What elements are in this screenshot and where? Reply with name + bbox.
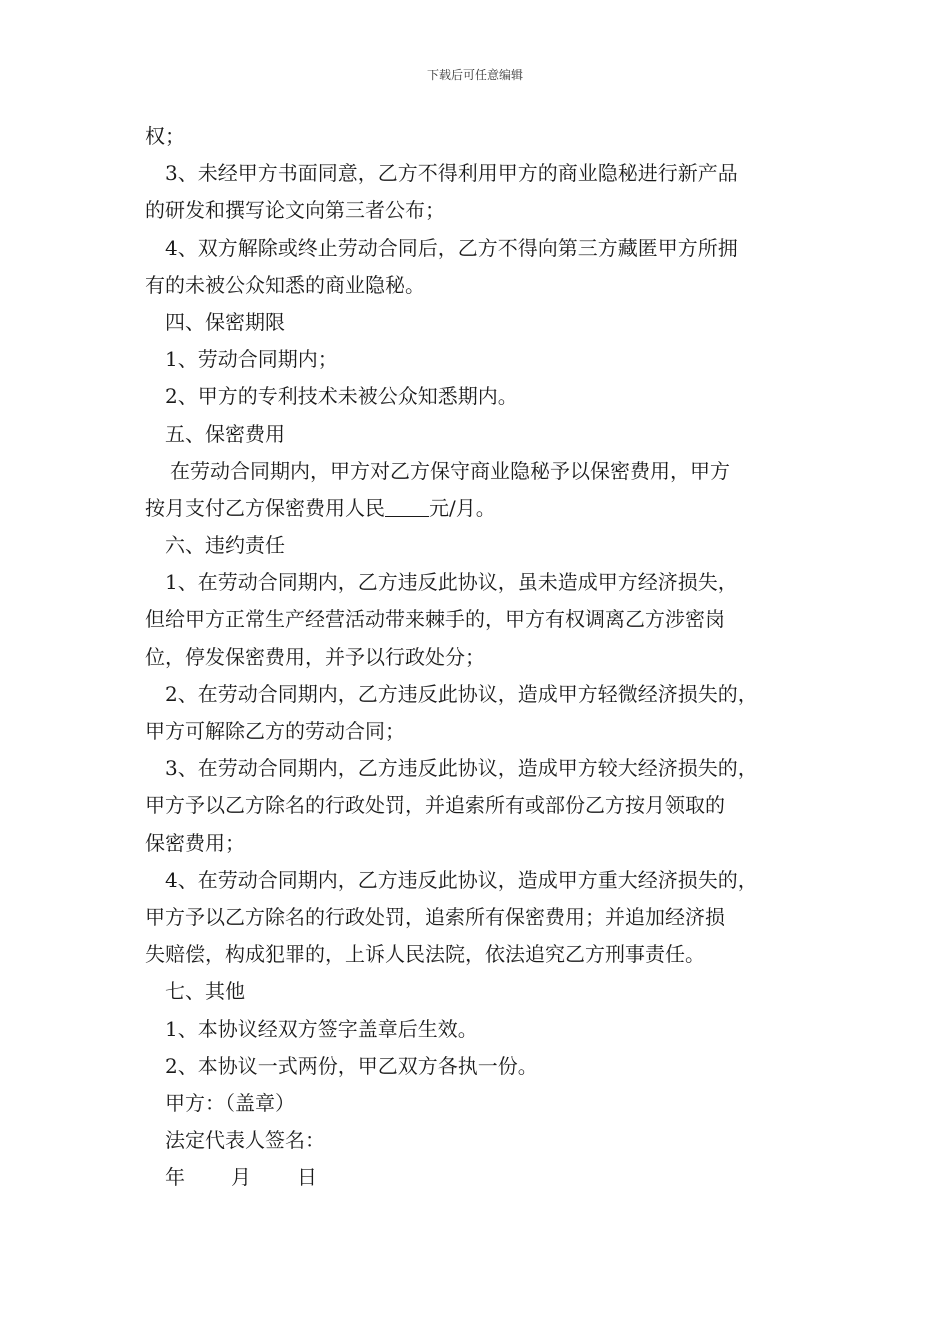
clause-1: 1、本协议经双方签字盖章后生效。 xyxy=(165,1016,478,1041)
paragraph-line: 权； xyxy=(145,124,185,148)
paragraph-line-with-blank xyxy=(145,490,825,527)
paragraph-line: 但给甲方正常生产经营活动带来棘手的，甲方有权调离乙方涉密岗 xyxy=(145,607,725,632)
paragraph-line: 在劳动合同期内，甲方对乙方保守商业隐秘予以保密费用，甲方 xyxy=(170,458,730,483)
section-heading-other: 七、其他 xyxy=(165,979,245,1004)
clause-3: 3、在劳动合同期内，乙方违反此协议，造成甲方较大经济损失的， xyxy=(165,756,758,781)
document-body xyxy=(145,118,825,1196)
clause-2: 2、在劳动合同期内，乙方违反此协议，造成甲方轻微经济损失的， xyxy=(165,681,758,706)
legal-representative-signature-line: 法定代表人签名： xyxy=(165,1128,325,1153)
clause-2: 2、甲方的专利技术未被公众知悉期内。 xyxy=(165,384,518,409)
clause-4: 4、在劳动合同期内，乙方违反此协议，造成甲方重大经济损失的， xyxy=(165,867,758,892)
date-month-label: 月 xyxy=(231,1165,251,1190)
date-year-label: 年 xyxy=(165,1165,185,1190)
paragraph-line: 甲方予以乙方除名的行政处罚，追索所有保密费用；并追加经济损 xyxy=(145,904,725,929)
paragraph-line: 甲方可解除乙方的劳动合同； xyxy=(145,719,405,743)
section-heading-confidentiality-fee: 五、保密费用 xyxy=(165,421,285,446)
page-header: 下载后可任意编辑 xyxy=(426,68,523,82)
paragraph-line: 位，停发保密费用，并予以行政处分； xyxy=(145,644,485,669)
clause-4: 4、双方解除或终止劳动合同后，乙方不得向第三方藏匿甲方所拥 xyxy=(165,235,738,260)
clause-3: 3、未经甲方书面同意，乙方不得利用甲方的商业隐秘进行新产品 xyxy=(165,161,738,186)
date-day-label: 日 xyxy=(297,1165,317,1190)
section-heading-liability: 六、违约责任 xyxy=(165,533,285,558)
paragraph-line: 有的未被公众知悉的商业隐秘。 xyxy=(145,272,425,297)
date-line xyxy=(145,1159,825,1196)
clause-1: 1、劳动合同期内； xyxy=(165,347,338,372)
paragraph-line: 的研发和撰写论文向第三者公布； xyxy=(145,198,445,223)
text-segment: 按月支付乙方保密费用人民 xyxy=(145,495,385,520)
clause-1: 1、在劳动合同期内，乙方违反此协议，虽未造成甲方经济损失， xyxy=(165,570,738,595)
text-segment: 元/月。 xyxy=(429,495,496,520)
paragraph-line: 保密费用； xyxy=(145,830,245,855)
section-heading-confidentiality-period: 四、保密期限 xyxy=(165,309,285,334)
paragraph-line: 甲方予以乙方除名的行政处罚，并追索所有或部份乙方按月领取的 xyxy=(145,793,725,818)
clause-2: 2、本协议一式两份，甲乙双方各执一份。 xyxy=(165,1053,538,1078)
fill-in-blank xyxy=(385,515,429,517)
party-a-seal-line: 甲方：（盖章） xyxy=(165,1090,295,1115)
paragraph-line: 失赔偿，构成犯罪的，上诉人民法院，依法追究乙方刑事责任。 xyxy=(145,942,705,967)
